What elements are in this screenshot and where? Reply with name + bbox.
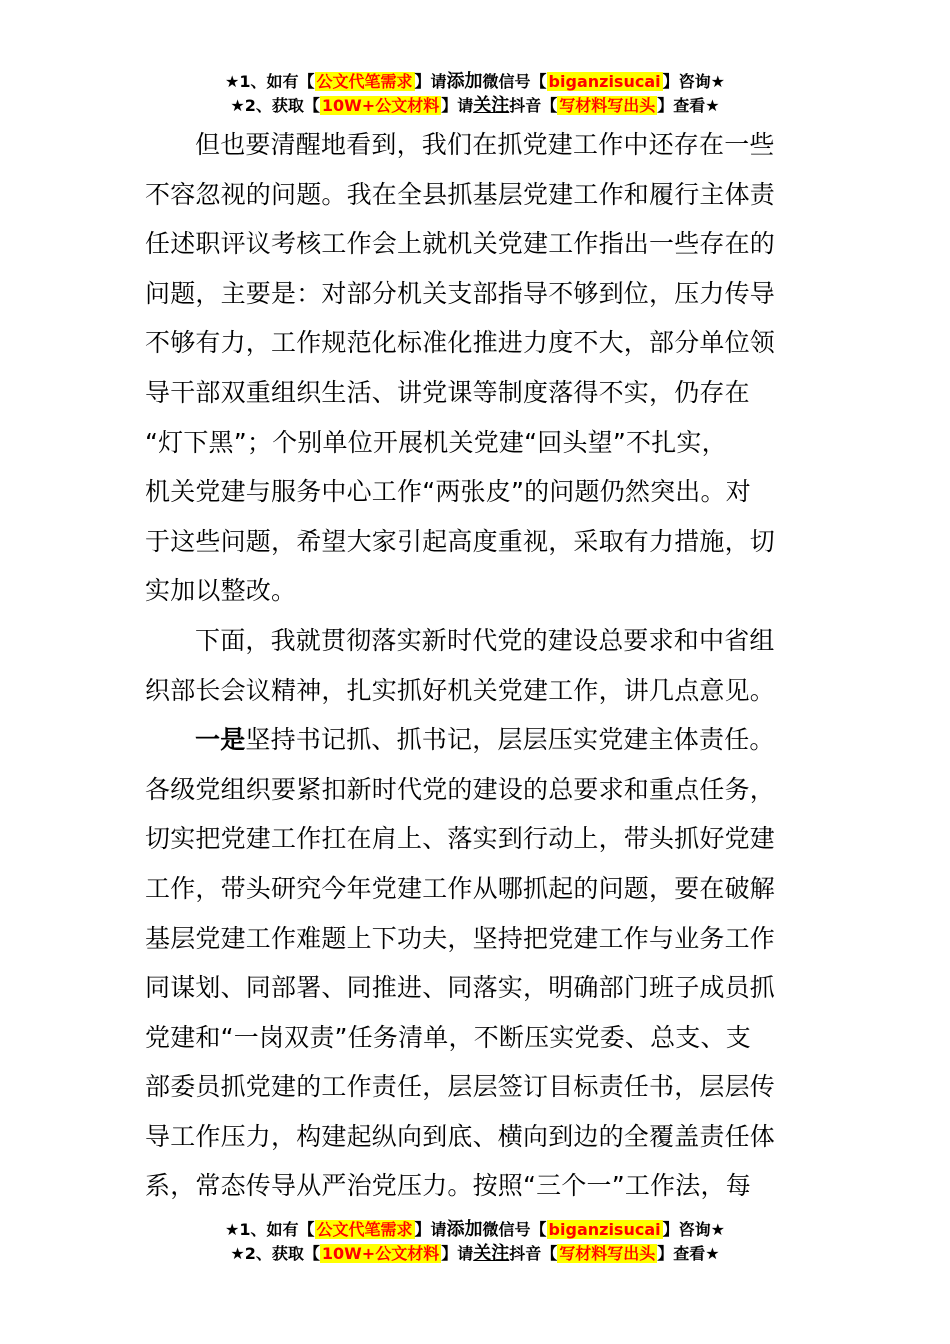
banner-text: 】查看★ (657, 96, 720, 115)
banner-text: 】请 (441, 1244, 474, 1263)
paragraph-line: 织部长会议精神，扎实抓好机关党建工作，讲几点意见。 (145, 675, 776, 705)
banner-text: ★1、如有【 (225, 1220, 315, 1239)
paragraph-line: 部委员抓党建的工作责任，层层签订目标责任书，层层传 (145, 1072, 776, 1102)
banner-text: 】请 (414, 1220, 447, 1239)
banner-text: 微信号【 (482, 1220, 547, 1239)
banner-text: 微信号【 (482, 72, 547, 91)
paragraph-line: 同谋划、同部署、同推进、同落实，明确部门班子成员抓 (145, 973, 776, 1003)
banner-emphasis: 添加 (446, 71, 483, 92)
banner-line-1 (0, 70, 950, 94)
banner-text: 】咨询★ (662, 1220, 725, 1239)
banner-emphasis: 添加 (446, 1219, 483, 1240)
paragraph-line: 问题，主要是：对部分机关支部指导不够到位，压力传导 (145, 278, 776, 308)
paragraph-line: 各级党组织要紧扣新时代党的建设的总要求和重点任务， (145, 774, 776, 804)
paragraph-line: 但也要清醒地看到，我们在抓党建工作中还存在一些 (195, 130, 775, 159)
header-banner (0, 70, 950, 118)
highlight-douyin-account: 写材料写出头 (559, 1244, 656, 1263)
paragraph-line: 基层党建工作难题上下功夫，坚持把党建工作与业务工作 (145, 923, 776, 953)
highlight-service: 公文代笔需求 (316, 72, 413, 91)
banner-text: 抖音【 (509, 96, 558, 115)
banner-text: 抖音【 (509, 1244, 558, 1263)
section-heading-text: 坚持书记抓、抓书记，层层压实党建主体责任。 (245, 725, 775, 755)
paragraph-line: 任述职评议考核工作会上就机关党建工作指出一些存在的 (145, 229, 776, 259)
banner-emphasis: 关注 (473, 1243, 510, 1264)
paragraph-line: “灯下黑”；个别单位开展机关党建“回头望”不扎实， (145, 427, 727, 457)
highlight-wechat-id: biganzisucai (548, 1220, 661, 1239)
banner-line-2 (0, 94, 950, 118)
paragraph-line: 导工作压力，构建起纵向到底、横向到边的全覆盖责任体 (145, 1121, 776, 1151)
paragraph-line: 机关党建与服务中心工作“两张皮”的问题仍然突出。对 (145, 477, 751, 507)
paragraph-line: 系，常态传导从严治党压力。按照“三个一”工作法，每 (145, 1171, 751, 1201)
highlight-materials: 10W+公文材料 (321, 1244, 440, 1263)
banner-line-1 (0, 1218, 950, 1242)
banner-text: 】查看★ (657, 1244, 720, 1263)
banner-text: ★2、获取【 (230, 1244, 320, 1263)
paragraph-line: 实加以整改。 (145, 576, 297, 606)
paragraph-line: 下面，我就贯彻落实新时代党的建设总要求和中省组 (195, 625, 775, 655)
highlight-douyin-account: 写材料写出头 (559, 96, 656, 115)
paragraph-line: 不容忽视的问题。我在全县抓基层党建工作和履行主体责 (145, 179, 776, 209)
paragraph-line: 导干部双重组织生活、讲党课等制度落得不实，仍存在 (145, 377, 750, 407)
banner-line-2 (0, 1242, 950, 1266)
paragraph-line: 党建和“一岗双责”任务清单，不断压实党委、总支、支 (145, 1022, 751, 1052)
banner-text: ★2、获取【 (230, 96, 320, 115)
document-body (145, 120, 785, 1211)
highlight-service: 公文代笔需求 (316, 1220, 413, 1239)
banner-text: 】咨询★ (662, 72, 725, 91)
paragraph-line: 于这些问题，希望大家引起高度重视，采取有力措施，切 (145, 526, 776, 556)
paragraph-line: 不够有力，工作规范化标准化推进力度不大，部分单位领 (145, 328, 776, 358)
section-lead: 一是 (195, 725, 246, 755)
highlight-wechat-id: biganzisucai (548, 72, 661, 91)
paragraph-line (145, 715, 785, 765)
paragraph-line: 切实把党建工作扛在肩上、落实到行动上，带头抓好党建 (145, 824, 776, 854)
highlight-materials: 10W+公文材料 (321, 96, 440, 115)
banner-emphasis: 关注 (473, 95, 510, 116)
banner-text: ★1、如有【 (225, 72, 315, 91)
banner-text: 】请 (441, 96, 474, 115)
banner-text: 】请 (414, 72, 447, 91)
paragraph-line: 工作，带头研究今年党建工作从哪抓起的问题，要在破解 (145, 873, 776, 903)
footer-banner (0, 1218, 950, 1266)
